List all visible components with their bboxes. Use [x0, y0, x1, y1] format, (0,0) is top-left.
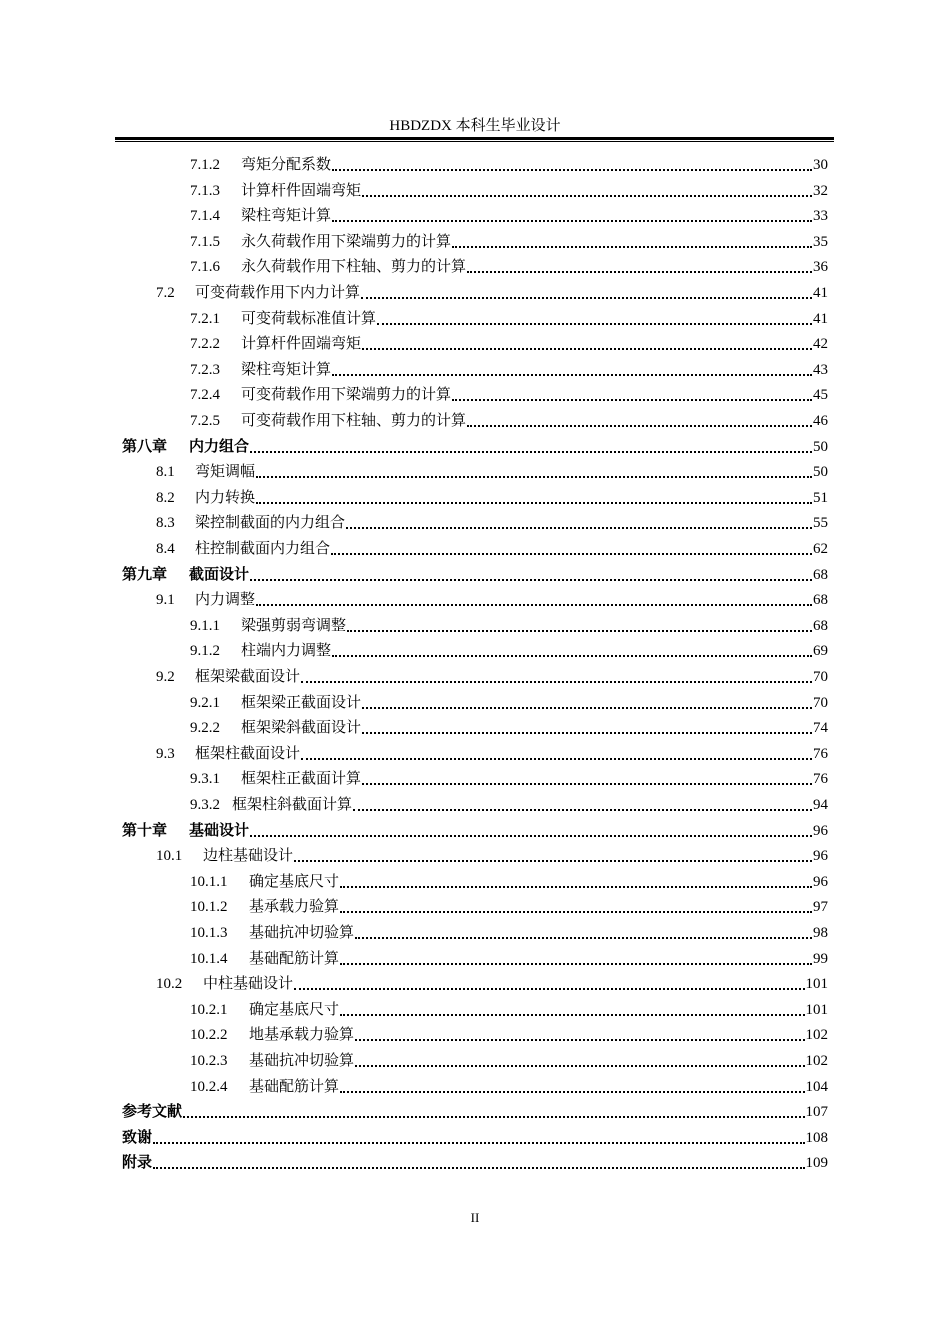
toc-entry[interactable] — [190, 1023, 828, 1045]
toc-entry-title: 梁柱弯矩计算 — [241, 208, 332, 225]
toc-entry[interactable] — [190, 307, 828, 329]
toc-entry-page: 35 — [813, 233, 828, 250]
toc-dot-leader — [332, 220, 812, 222]
toc-entry-page: 97 — [813, 899, 828, 916]
toc-entry-title: 可变荷载作用下梁端剪力的计算 — [241, 387, 452, 404]
toc-entry-page: 101 — [805, 1001, 828, 1018]
toc-entry[interactable] — [190, 716, 828, 738]
toc-entry[interactable] — [190, 895, 828, 917]
toc-entry-title: 可变荷载作用下内力计算 — [195, 285, 361, 301]
toc-entry[interactable] — [190, 230, 828, 252]
toc-entry-number: 10.1.2 — [190, 899, 228, 916]
toc-entry-number: 9.1.1 — [190, 617, 220, 634]
toc-entry[interactable] — [190, 793, 828, 815]
toc-entry-number: 7.2.4 — [190, 387, 220, 404]
page-header-title: HBDZDX 本科生毕业设计 — [389, 118, 561, 134]
toc-entry-number: 10.1.3 — [190, 925, 228, 941]
toc-entry-title: 参考文献 — [122, 1104, 183, 1121]
toc-entry[interactable] — [190, 639, 828, 661]
toc-entry-page: 96 — [813, 822, 828, 839]
toc-dot-leader — [250, 835, 812, 837]
toc-dot-leader — [355, 1039, 804, 1041]
toc-entry-title: 弯矩分配系数 — [241, 157, 332, 173]
toc-entry-title: 中柱基础设计 — [203, 976, 294, 993]
toc-dot-leader — [355, 937, 812, 939]
toc-entry-page: 42 — [813, 336, 828, 353]
toc-entry-page: 50 — [813, 438, 828, 455]
toc-entry[interactable] — [122, 435, 828, 457]
toc-entry-page: 30 — [813, 157, 828, 173]
toc-entry-number: 10.1 — [156, 848, 183, 865]
toc-dot-leader — [294, 988, 804, 990]
toc-entry-number: 10.1.1 — [190, 873, 228, 890]
toc-entry[interactable] — [156, 511, 828, 533]
toc-entry-title: 附录 — [122, 1155, 153, 1172]
toc-entry[interactable] — [122, 819, 828, 841]
toc-entry-title: 弯矩调幅 — [195, 464, 256, 481]
toc-entry-title: 框架柱截面设计 — [195, 745, 301, 762]
toc-entry-number: 9.2.2 — [190, 720, 220, 737]
toc-entry-page: 70 — [813, 669, 828, 685]
toc-entry[interactable] — [122, 1126, 828, 1148]
toc-entry-page: 62 — [813, 541, 828, 557]
toc-entry-title: 计算杆件固端弯矩 — [241, 336, 362, 353]
toc-entry[interactable] — [190, 767, 828, 789]
toc-dot-leader — [332, 169, 812, 171]
toc-entry-number: 9.2 — [156, 669, 175, 685]
toc-entry-number: 7.1.5 — [190, 233, 220, 250]
toc-entry[interactable] — [156, 972, 828, 994]
toc-entry-number: 10.2.4 — [190, 1078, 228, 1095]
toc-entry-title: 内力组合 — [189, 438, 250, 455]
toc-entry[interactable] — [156, 665, 828, 687]
toc-entry-title: 确定基底尺寸 — [249, 873, 340, 890]
toc-entry-number: 10.2 — [156, 976, 183, 993]
toc-entry-number: 7.1.3 — [190, 182, 220, 199]
toc-entry-number: 7.2.3 — [190, 361, 220, 378]
toc-entry-page: 76 — [813, 745, 828, 762]
toc-dot-leader — [355, 1065, 804, 1067]
toc-entry[interactable] — [190, 1049, 828, 1071]
toc-entry-title: 基承载力验算 — [249, 899, 340, 916]
toc-entry-page: 104 — [805, 1078, 828, 1095]
toc-entry-page: 68 — [813, 566, 828, 583]
toc-entry-number: 8.2 — [156, 489, 175, 506]
toc-entry-number: 8.4 — [156, 541, 175, 557]
toc-entry-number: 10.2.1 — [190, 1001, 228, 1018]
toc-dot-leader — [362, 707, 812, 709]
toc-entry-title: 框架梁正截面设计 — [241, 694, 362, 711]
toc-dot-leader — [153, 1142, 804, 1144]
toc-dot-leader — [346, 527, 812, 529]
toc-dot-leader — [183, 1116, 804, 1118]
toc-entry-number: 9.2.1 — [190, 694, 220, 711]
toc-entry-page: 102 — [805, 1053, 828, 1069]
toc-entry-number: 9.1.2 — [190, 643, 220, 660]
toc-entry[interactable] — [190, 179, 828, 201]
toc-entry-page: 51 — [813, 489, 828, 506]
toc-entry[interactable] — [156, 486, 828, 508]
toc-entry-page: 96 — [813, 848, 828, 865]
toc-entry[interactable] — [190, 358, 828, 380]
toc-dot-leader — [452, 399, 812, 401]
toc-dot-leader — [362, 732, 812, 734]
toc-entry-title: 致谢 — [122, 1129, 153, 1146]
toc-entry-page: 55 — [813, 515, 828, 532]
toc-entry-number: 8.3 — [156, 515, 175, 532]
toc-entry-page: 68 — [813, 592, 828, 609]
toc-dot-leader — [340, 886, 812, 888]
toc-entry-title: 柱端内力调整 — [241, 643, 332, 660]
toc-entry[interactable] — [190, 332, 828, 354]
toc-entry-number: 9.1 — [156, 592, 175, 609]
toc-entry[interactable] — [156, 742, 828, 764]
toc-entry-title: 框架柱正截面计算 — [241, 771, 362, 788]
toc-dot-leader — [250, 579, 812, 581]
header-rule-thick — [115, 137, 834, 140]
toc-dot-leader — [332, 374, 812, 376]
toc-dot-leader — [361, 297, 812, 299]
toc-dot-leader — [331, 553, 812, 555]
toc-entry-number: 7.2.2 — [190, 336, 220, 353]
toc-entry-page: 109 — [805, 1155, 828, 1172]
toc-entry-number: 8.1 — [156, 464, 175, 481]
toc-entry-page: 43 — [813, 361, 828, 378]
toc-entry-page: 46 — [813, 413, 828, 429]
toc-entry-title: 内力调整 — [195, 592, 256, 609]
toc-entry-number: 10.1.4 — [190, 950, 228, 967]
toc-entry-title: 基础抗冲切验算 — [249, 1053, 355, 1069]
toc-dot-leader — [294, 860, 812, 862]
toc-entry-page: 94 — [813, 797, 828, 813]
toc-entry-page: 50 — [813, 464, 828, 481]
toc-dot-leader — [452, 246, 812, 248]
toc-entry-title: 边柱基础设计 — [203, 848, 294, 865]
toc-entry-page: 41 — [813, 310, 828, 327]
toc-entry-title: 基础抗冲切验算 — [249, 925, 355, 941]
toc-entry-title: 截面设计 — [189, 566, 250, 583]
toc-entry[interactable] — [190, 691, 828, 713]
page-number: II — [470, 1210, 480, 1225]
toc-entry-number: 9.3.1 — [190, 771, 220, 788]
toc-entry[interactable] — [190, 998, 828, 1020]
toc-dot-leader — [340, 1014, 804, 1016]
toc-entry[interactable] — [156, 460, 828, 482]
toc-dot-leader — [353, 809, 812, 811]
toc-dot-leader — [362, 195, 812, 197]
toc-dot-leader — [301, 681, 812, 683]
toc-entry-title: 梁柱弯矩计算 — [241, 361, 332, 378]
toc-entry[interactable] — [190, 153, 828, 175]
toc-entry[interactable] — [190, 255, 828, 277]
toc-entry-page: 69 — [813, 643, 828, 660]
toc-entry[interactable] — [190, 409, 828, 431]
toc-entry-number: 9.3.2 — [190, 797, 220, 813]
toc-entry-number: 7.1.6 — [190, 259, 220, 276]
toc-dot-leader — [153, 1167, 804, 1169]
toc-entry[interactable] — [156, 537, 828, 559]
toc-entry-page: 107 — [805, 1104, 828, 1121]
toc-entry-page: 70 — [813, 694, 828, 711]
toc-entry-page: 96 — [813, 873, 828, 890]
toc-entry-title: 永久荷载作用下柱轴、剪力的计算 — [241, 259, 467, 276]
toc-dot-leader — [377, 323, 812, 325]
toc-entry-title: 梁强剪弱弯调整 — [241, 617, 347, 634]
toc-entry-page: 76 — [813, 771, 828, 788]
toc-entry[interactable] — [190, 204, 828, 226]
toc-entry[interactable] — [122, 1151, 828, 1173]
toc-dot-leader — [256, 476, 812, 478]
toc-dot-leader — [340, 911, 812, 913]
toc-dot-leader — [301, 758, 812, 760]
toc-entry-number: 第十章 — [122, 822, 168, 839]
toc-entry-title: 框架梁斜截面设计 — [241, 720, 362, 737]
toc-entry-title: 内力转换 — [195, 489, 256, 506]
toc-entry-page: 32 — [813, 182, 828, 199]
toc-entry-page: 101 — [805, 976, 828, 993]
toc-dot-leader — [340, 1091, 804, 1093]
toc-entry[interactable] — [190, 947, 828, 969]
toc-entry-title: 地基承载力验算 — [249, 1027, 355, 1044]
toc-entry-page: 33 — [813, 208, 828, 225]
toc-entry-number: 7.1.2 — [190, 157, 220, 173]
toc-entry-page: 99 — [813, 950, 828, 967]
toc-entry-title: 计算杆件固端弯矩 — [241, 182, 362, 199]
toc-entry-title: 梁控制截面的内力组合 — [195, 515, 346, 532]
toc-entry[interactable] — [156, 588, 828, 610]
toc-entry-page: 36 — [813, 259, 828, 276]
toc-entry-number: 7.2 — [156, 285, 175, 301]
toc-entry[interactable] — [156, 281, 828, 303]
toc-entry-title: 可变荷载作用下柱轴、剪力的计算 — [241, 413, 467, 429]
toc-entry-page: 98 — [813, 925, 828, 941]
toc-entry-number: 9.3 — [156, 745, 175, 762]
toc-entry-title: 可变荷载标准值计算 — [241, 310, 377, 327]
toc-entry-page: 68 — [813, 617, 828, 634]
toc-dot-leader — [467, 271, 812, 273]
header-rule-thin — [115, 141, 834, 142]
toc-entry[interactable] — [122, 563, 828, 585]
toc-dot-leader — [340, 963, 812, 965]
toc-entry-title: 框架柱斜截面计算 — [232, 797, 353, 813]
toc-entry-page: 45 — [813, 387, 828, 404]
toc-entry-number: 10.2.2 — [190, 1027, 228, 1044]
toc-entry-title: 基础配筋计算 — [249, 950, 340, 967]
toc-entry-number: 第九章 — [122, 566, 168, 583]
toc-entry[interactable] — [190, 921, 828, 943]
toc-entry-title: 基础设计 — [189, 822, 250, 839]
toc-entry[interactable] — [190, 1075, 828, 1097]
toc-entry[interactable] — [190, 383, 828, 405]
toc-dot-leader — [347, 630, 812, 632]
toc-entry[interactable] — [190, 870, 828, 892]
toc-dot-leader — [362, 348, 812, 350]
toc-entry-number: 7.2.5 — [190, 413, 220, 429]
toc-entry-number: 第八章 — [122, 438, 168, 455]
toc-dot-leader — [332, 655, 812, 657]
toc-entry[interactable] — [122, 1100, 828, 1122]
toc-entry-title: 永久荷载作用下梁端剪力的计算 — [241, 233, 452, 250]
toc-entry-page: 102 — [805, 1027, 828, 1044]
toc-entry-title: 确定基底尺寸 — [249, 1001, 340, 1018]
toc-entry-title: 基础配筋计算 — [249, 1078, 340, 1095]
toc-dot-leader — [467, 425, 812, 427]
toc-dot-leader — [256, 502, 812, 504]
toc-entry[interactable] — [190, 614, 828, 636]
toc-dot-leader — [250, 451, 812, 453]
toc-entry-page: 108 — [805, 1129, 828, 1146]
toc-entry-number: 10.2.3 — [190, 1053, 228, 1069]
toc-entry-page: 41 — [813, 285, 828, 301]
toc-dot-leader — [362, 783, 812, 785]
toc-entry-number: 7.1.4 — [190, 208, 220, 225]
toc-entry-number: 7.2.1 — [190, 310, 220, 327]
toc-entry-page: 74 — [813, 720, 828, 737]
toc-entry-title: 框架梁截面设计 — [195, 669, 301, 685]
toc-dot-leader — [256, 604, 812, 606]
toc-entry-title: 柱控制截面内力组合 — [195, 541, 331, 557]
toc-entry[interactable] — [156, 844, 828, 866]
